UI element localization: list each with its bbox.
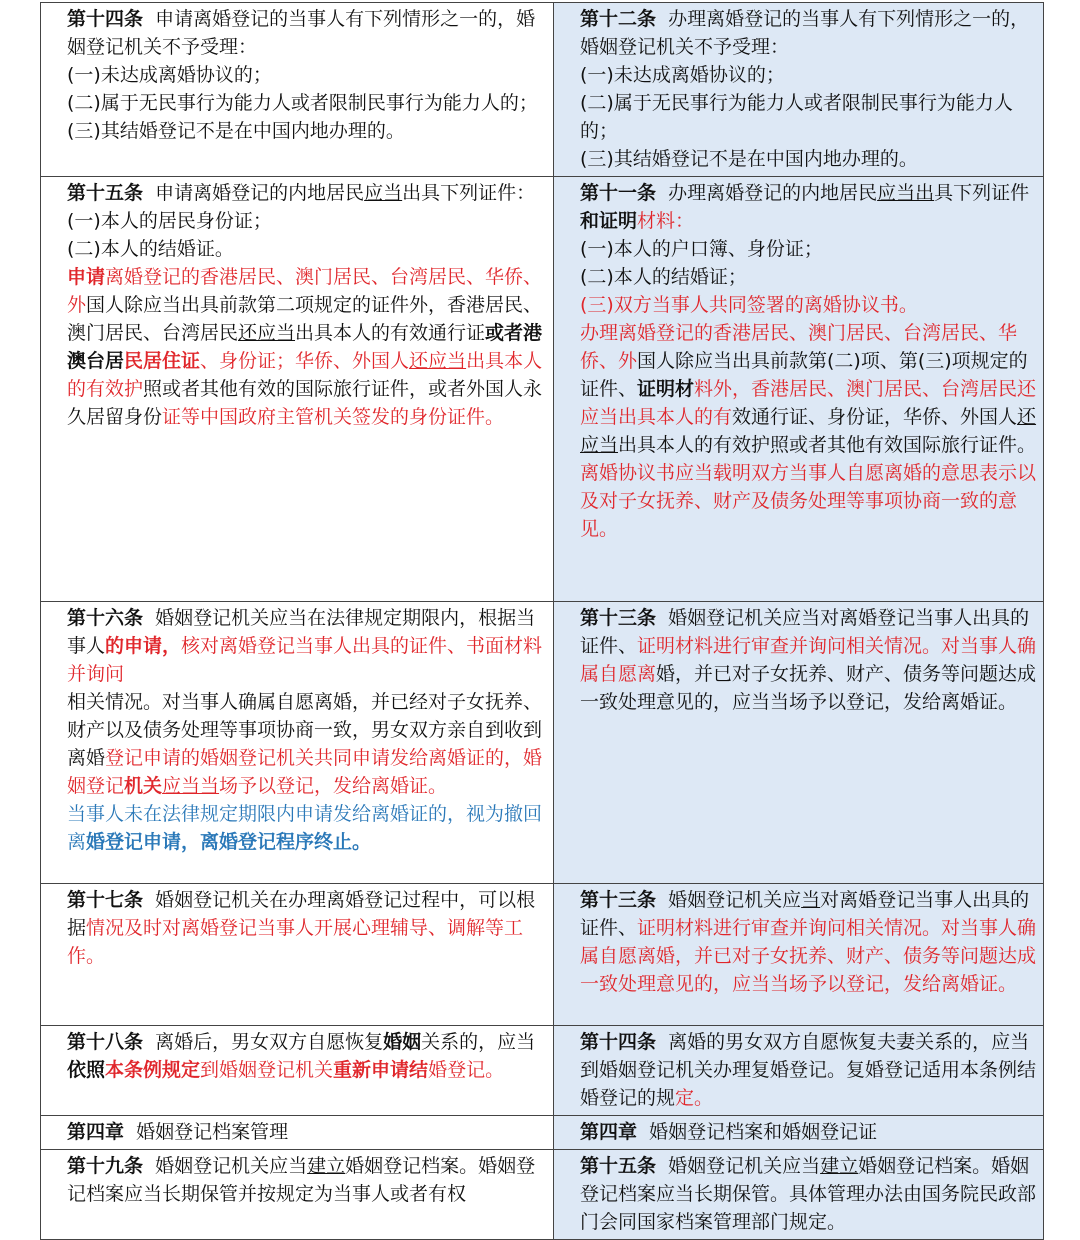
changed-text: 场予以登记，发给离婚证。 [219, 775, 448, 797]
article-text: 相关情况。对当事人确属自愿离婚，并已经对子女抚养、财产以及债务处理等事项协商一致，男女双方亲自到收到离婚 [67, 691, 543, 769]
table-row [41, 1026, 1044, 1116]
article-title: 第十五条 [67, 182, 144, 204]
article-text: 婚姻登记机关应当在法律规定期限内，根据当事人 [67, 607, 536, 657]
changed-text: 证等中国政府主管机关签发的身份证件。 [162, 406, 505, 428]
article-title: 第十三条 [580, 889, 657, 911]
old-article-cell [41, 3, 554, 177]
article-text: 效通行证、身份证，华侨、外国人 [732, 406, 1018, 428]
bold-text: 或者港澳台居 [67, 322, 543, 372]
underlined-text: 建立 [820, 1155, 859, 1177]
new-article-cell [554, 3, 1044, 177]
article-title: 第十二条 [580, 8, 657, 30]
changed-text: 本条例规定 [105, 1059, 201, 1081]
old-article-cell [41, 602, 554, 884]
article-text: 国人除应当出具前款第二项规定的证件外，香港居民、澳门居民、台湾居民 [67, 294, 543, 344]
list-item: (三)其结婚登记不是在中国内地办理的。 [67, 120, 405, 142]
chapter-title: 第四章 [67, 1121, 125, 1143]
article-text: 婚，并已对子女抚养、财产、债务等问题达成一致处理意见的，应当当场予以登记，发给离婚证。 [580, 663, 1037, 713]
changed-text: 核对离婚登记当事人出具的证件、书面材料并询问 [67, 635, 543, 685]
changed-text: 证明材料进行审查并询问相关情况。对当事人确属自愿离 [580, 635, 1037, 685]
table-row [41, 884, 1044, 1026]
added-text: 当事人未在法律规定期限内申请发给离婚证的，视为撤回离 [67, 803, 543, 853]
bold-text: 和证明 [580, 210, 638, 232]
article-text: 出具本人的有效通行证 [295, 322, 486, 344]
article-text: 对离婚登记当事人出具的证件、 [580, 889, 1030, 939]
article-title: 第十八条 [67, 1031, 144, 1053]
article-title: 第十三条 [580, 607, 657, 629]
list-item: (二)属于无民事行为能力人或者限制民事行为能力人的； [67, 92, 538, 114]
underlined-text: 当 [801, 889, 821, 911]
article-title: 第十一条 [580, 182, 657, 204]
article-title: 第十六条 [67, 607, 144, 629]
article-title: 第十五条 [580, 1155, 657, 1177]
underlined-text: 建立 [307, 1155, 346, 1177]
underlined-text: 还应当 [580, 406, 1037, 456]
changed-text: 料外，香港居民、澳门居民、台湾居民还应当出具本人的有 [580, 378, 1037, 428]
chapter-text: 婚姻登记档案和婚姻登记证 [649, 1121, 878, 1143]
article-title: 第十七条 [67, 889, 144, 911]
table-row [41, 3, 1044, 177]
new-article-cell [554, 1150, 1044, 1240]
article-text: 办理离婚登记的当事人有下列情形之一的，婚姻登记机关不予受理： [580, 8, 1030, 58]
article-text: 具下列证件 [934, 182, 1030, 204]
changed-text: 重新申请结 [333, 1059, 429, 1081]
list-item: (一)未达成离婚协议的； [67, 64, 272, 86]
comparison-table [40, 2, 1044, 1240]
article-text: 婚姻登记机关应当 [155, 1155, 308, 1177]
list-item: (三)双方当事人共同签署的离婚协议书。 [580, 294, 918, 316]
old-article-cell [41, 177, 554, 602]
chapter-text: 婚姻登记档案管理 [136, 1121, 289, 1143]
changed-text: 出具本人的有效护 [67, 350, 543, 400]
list-item: (一)本人的居民身份证； [67, 210, 272, 232]
changed-text: 应当当 [162, 775, 220, 797]
new-chapter-cell [554, 1116, 1044, 1150]
new-article-cell [554, 177, 1044, 602]
changed-text: 办理离婚登记的香港居民、澳门居民、台湾居民、华侨、外 [580, 322, 1018, 372]
list-item: (一)本人的户口簿、身份证； [580, 238, 823, 260]
changed-text: 还应当 [409, 350, 467, 372]
changed-text: 申请 [67, 266, 106, 288]
underlined-text: 应当 [364, 182, 403, 204]
new-article-cell [554, 884, 1044, 1026]
changed-text: 定。 [675, 1087, 714, 1109]
article-text: 婚姻登记机关应当对离婚登记当事人出具的证件、 [580, 607, 1030, 657]
changed-text: 机关 [124, 775, 163, 797]
changed-text: 、身份证；华侨、外国人 [200, 350, 410, 372]
new-article-cell [554, 1026, 1044, 1116]
changed-text: 证明材料进行审查并询问相关情况。对当事人确属自愿离婚，并已对子女抚养、财产、债务等问题达成一致处理意见的，应当当场予以登记，发给离婚证。 [580, 917, 1037, 995]
changed-text: 民居住证 [124, 350, 201, 372]
article-text: 婚姻登记机关在办理离婚登记过程中，可以根据 [67, 889, 536, 939]
changed-text: 离婚协议书应当载明双方当事人自愿离婚的意思表示以及对子女抚养、财产及债务处理等事项协商一致的意见。 [580, 462, 1037, 540]
old-article-cell [41, 884, 554, 1026]
changed-text: 材料： [637, 210, 695, 232]
article-text: 国人除应当出具前款第(二)项、第(三)项规定的证件、 [580, 350, 1028, 400]
article-text: 申请离婚登记的内地居民 [155, 182, 365, 204]
article-text: 婚姻登记档案。婚姻登记档案应当长期保管。具体管理办法由国务院民政部门会同国家档案管理部门规定。 [580, 1155, 1037, 1233]
list-item: (二)属于无民事行为能力人或者限制民事行为能力人的； [580, 92, 1013, 142]
chapter-title: 第四章 [580, 1121, 638, 1143]
table-row [41, 177, 1044, 602]
article-text: 出具下列证件： [402, 182, 536, 204]
list-item: (三)其结婚登记不是在中国内地办理的。 [580, 148, 918, 170]
article-title: 第十四条 [67, 8, 144, 30]
article-title: 第十九条 [67, 1155, 144, 1177]
list-item: (二)本人的结婚证； [580, 266, 747, 288]
article-title: 第十四条 [580, 1031, 657, 1053]
article-text: 关系的，应当 [421, 1031, 536, 1053]
bold-text: 婚姻 [383, 1031, 422, 1053]
article-text: 出具本人的有效护照或者其他有效国际旅行证件。 [618, 434, 1037, 456]
added-text: 婚登记申请，离婚登记程序终止。 [86, 831, 372, 853]
changed-text: 登记申请的婚姻登记机关共同申请发给离婚证的，婚姻登记 [67, 747, 543, 797]
table-row [41, 1150, 1044, 1240]
changed-text: 离婚登记的香港居民、澳门居民、台湾居民、华侨、外 [67, 266, 543, 316]
changed-text: 的申请， [105, 635, 182, 657]
article-text: 照或者其他有效的国际旅行证件，或者外国人永久居留身份 [67, 378, 543, 428]
table-row [41, 1116, 1044, 1150]
changed-text: 婚登记。 [428, 1059, 505, 1081]
table-row [41, 602, 1044, 884]
old-chapter-cell [41, 1116, 554, 1150]
article-text: 婚姻登记机关应 [668, 889, 802, 911]
changed-text: 情况及时对离婚登记当事人开展心理辅导、调解等工作。 [67, 917, 524, 967]
article-text: 婚姻登记机关应当 [668, 1155, 821, 1177]
new-article-cell [554, 602, 1044, 884]
underlined-text: 还应当 [238, 322, 296, 344]
list-item: (二)本人的结婚证。 [67, 238, 234, 260]
article-text: 申请离婚登记的当事人有下列情形之一的，婚姻登记机关不予受理： [67, 8, 536, 58]
bold-text: 依照 [67, 1059, 106, 1081]
article-text: 离婚后，男女双方自愿恢复 [155, 1031, 384, 1053]
article-text: 离婚的男女双方自愿恢复夫妻关系的，应当到婚姻登记机关办理复婚登记。复婚登记适用本条例结婚登记的规 [580, 1031, 1037, 1109]
bold-text: 证明材 [637, 378, 695, 400]
old-article-cell [41, 1026, 554, 1116]
article-text: 办理离婚登记的内地居民 [668, 182, 878, 204]
changed-text: 到婚姻登记机关 [200, 1059, 334, 1081]
underlined-text: 应当出 [877, 182, 935, 204]
old-article-cell [41, 1150, 554, 1240]
list-item: (一)未达成离婚协议的； [580, 64, 785, 86]
article-text: 婚姻登记档案。婚姻登记档案应当长期保管并按规定为当事人或者有权 [67, 1155, 536, 1205]
